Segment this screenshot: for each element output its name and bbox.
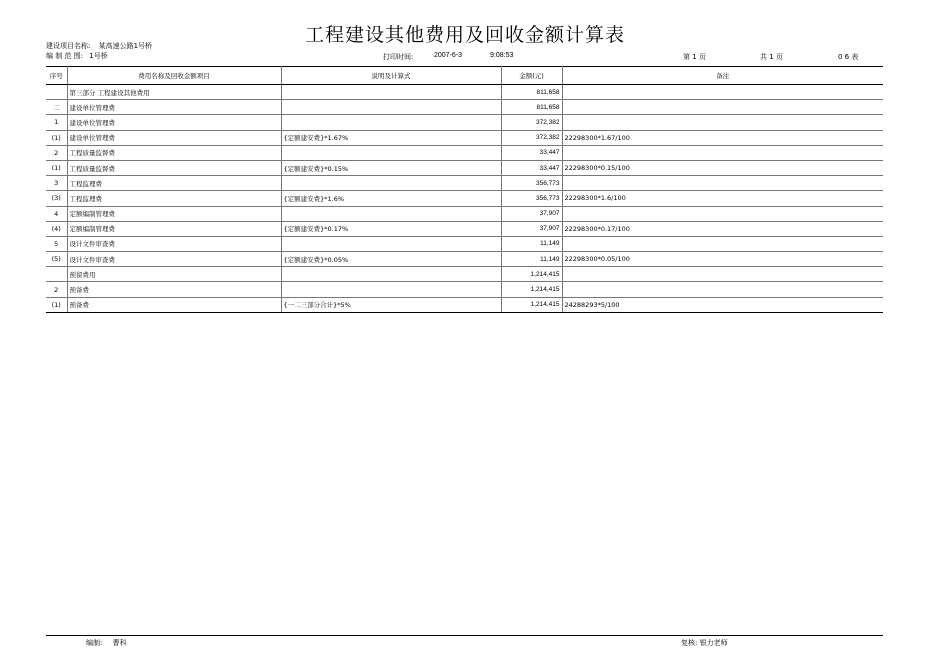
cell-formula	[281, 115, 501, 130]
cell-name: 设计文件审查费	[67, 236, 281, 251]
cell-formula	[281, 100, 501, 115]
cell-formula	[281, 236, 501, 251]
cell-amount: 1,214,415	[501, 282, 562, 297]
table-row	[46, 252, 883, 267]
table-row	[46, 191, 883, 206]
cell-no: 3	[46, 176, 67, 191]
table-row	[46, 145, 883, 160]
cell-name: 建设单位管理费	[67, 130, 281, 145]
cell-note	[562, 267, 883, 282]
cell-no: 2	[46, 145, 67, 160]
cell-no	[46, 267, 67, 282]
cell-note	[562, 115, 883, 130]
cell-note	[562, 206, 883, 221]
col-header-amount: 金额(元)	[501, 67, 562, 85]
cell-name: 定额编制管理费	[67, 221, 281, 236]
cell-formula: {定额建安费}*1.6%	[281, 191, 501, 206]
scope-value: 1号桥	[89, 52, 108, 60]
cell-no: 二	[46, 100, 67, 115]
cell-note: 22298300*0.05/100	[562, 252, 883, 267]
table-row	[46, 176, 883, 191]
table-row	[46, 297, 883, 312]
cell-name: 预备费	[67, 297, 281, 312]
cell-note	[562, 282, 883, 297]
reviewer-line	[681, 638, 728, 648]
cell-no: 4	[46, 206, 67, 221]
cell-note: 22298300*1.67/100	[562, 130, 883, 145]
cell-no: (1)	[46, 130, 67, 145]
cell-name: 建设单位管理费	[67, 115, 281, 130]
cell-amount: 1,214,415	[501, 297, 562, 312]
cell-no: 5	[46, 236, 67, 251]
cell-amount: 37,907	[501, 221, 562, 236]
project-name-label: 建设项目名称:	[46, 42, 91, 50]
page-current: 第 1 页	[683, 53, 706, 61]
cell-formula	[281, 282, 501, 297]
cell-name: 工程监理费	[67, 176, 281, 191]
cell-name: 工程质量监督费	[67, 145, 281, 160]
cell-formula	[281, 85, 501, 100]
cell-amount: 356,773	[501, 176, 562, 191]
cell-no: 2	[46, 282, 67, 297]
cell-note	[562, 100, 883, 115]
col-header-name: 费用名称及回收金额项目	[67, 67, 281, 85]
cell-note	[562, 85, 883, 100]
cell-formula: {定额建安费}*0.15%	[281, 160, 501, 175]
cell-amount: 11,149	[501, 252, 562, 267]
table-row	[46, 85, 883, 100]
cell-name: 定额编制管理费	[67, 206, 281, 221]
compiler-label: 编制:	[86, 639, 103, 647]
cell-note	[562, 176, 883, 191]
cell-no: (1)	[46, 297, 67, 312]
table-row	[46, 115, 883, 130]
table-row	[46, 206, 883, 221]
table-row	[46, 236, 883, 251]
cell-amount: 372,382	[501, 115, 562, 130]
compiler-value: 曹科	[112, 639, 127, 647]
table-row	[46, 160, 883, 175]
scope-label: 编 制 范 围:	[46, 52, 84, 60]
table-row	[46, 282, 883, 297]
project-name-line	[46, 41, 152, 51]
cell-no: 1	[46, 115, 67, 130]
cell-name: 预备费	[67, 282, 281, 297]
cell-formula	[281, 176, 501, 191]
cell-amount: 33,447	[501, 145, 562, 160]
cell-note: 22298300*0.15/100	[562, 160, 883, 175]
page-title: 工程建设其他费用及回收金额计算表	[304, 24, 625, 46]
cell-name: 设计文件审查费	[67, 252, 281, 267]
page-total: 共 1 页	[760, 53, 783, 61]
table-row	[46, 130, 883, 145]
cell-no	[46, 85, 67, 100]
col-header-formula: 说明及计算式	[281, 67, 501, 85]
form-number: 0 6 表	[838, 53, 859, 61]
cell-formula: {定额建安费}*0.17%	[281, 221, 501, 236]
cell-formula: {定额建安费}*1.67%	[281, 130, 501, 145]
print-time: 9:08:53	[490, 52, 514, 59]
cell-name: 第三部分 工程建设其他费用	[67, 85, 281, 100]
compiler-line	[86, 638, 127, 648]
cell-amount: 37,907	[501, 206, 562, 221]
table-row	[46, 267, 883, 282]
col-header-note: 备注	[562, 67, 883, 85]
cell-name: 工程质量监督费	[67, 160, 281, 175]
cost-table	[46, 66, 883, 313]
cell-amount: 1,214,415	[501, 267, 562, 282]
footer-divider	[46, 635, 883, 636]
cell-no: (1)	[46, 160, 67, 175]
reviewer-value: 银力老师	[699, 639, 728, 647]
cell-note	[562, 145, 883, 160]
cell-note: 22298300*1.6/100	[562, 191, 883, 206]
cell-formula	[281, 206, 501, 221]
cell-note: 24288293*5/100	[562, 297, 883, 312]
cell-name: 建设单位管理费	[67, 100, 281, 115]
cell-formula	[281, 267, 501, 282]
cell-formula: {一二三部分合计}*5%	[281, 297, 501, 312]
cell-name: 工程监理费	[67, 191, 281, 206]
cell-no: (5)	[46, 252, 67, 267]
project-name-value: 某高速公路1号桥	[98, 42, 153, 50]
cell-formula	[281, 145, 501, 160]
print-time-label: 打印时间:	[383, 53, 414, 61]
scope-line	[46, 51, 108, 61]
cell-amount: 356,773	[501, 191, 562, 206]
cell-amount: 11,149	[501, 236, 562, 251]
cell-amount: 811,658	[501, 100, 562, 115]
cell-amount: 33,447	[501, 160, 562, 175]
print-date: 2007-6-3	[434, 52, 463, 59]
cell-no: (3)	[46, 191, 67, 206]
col-header-no: 序号	[46, 67, 67, 85]
table-header-row	[46, 67, 883, 85]
cell-note: 22298300*0.17/100	[562, 221, 883, 236]
cell-formula: {定额建安费}*0.05%	[281, 252, 501, 267]
cell-note	[562, 236, 883, 251]
reviewer-label: 复核:	[681, 639, 698, 647]
cell-no: (4)	[46, 221, 67, 236]
cell-name: 预留费用	[67, 267, 281, 282]
table-row	[46, 100, 883, 115]
table-row	[46, 221, 883, 236]
cell-amount: 372,382	[501, 130, 562, 145]
cell-amount: 811,658	[501, 85, 562, 100]
